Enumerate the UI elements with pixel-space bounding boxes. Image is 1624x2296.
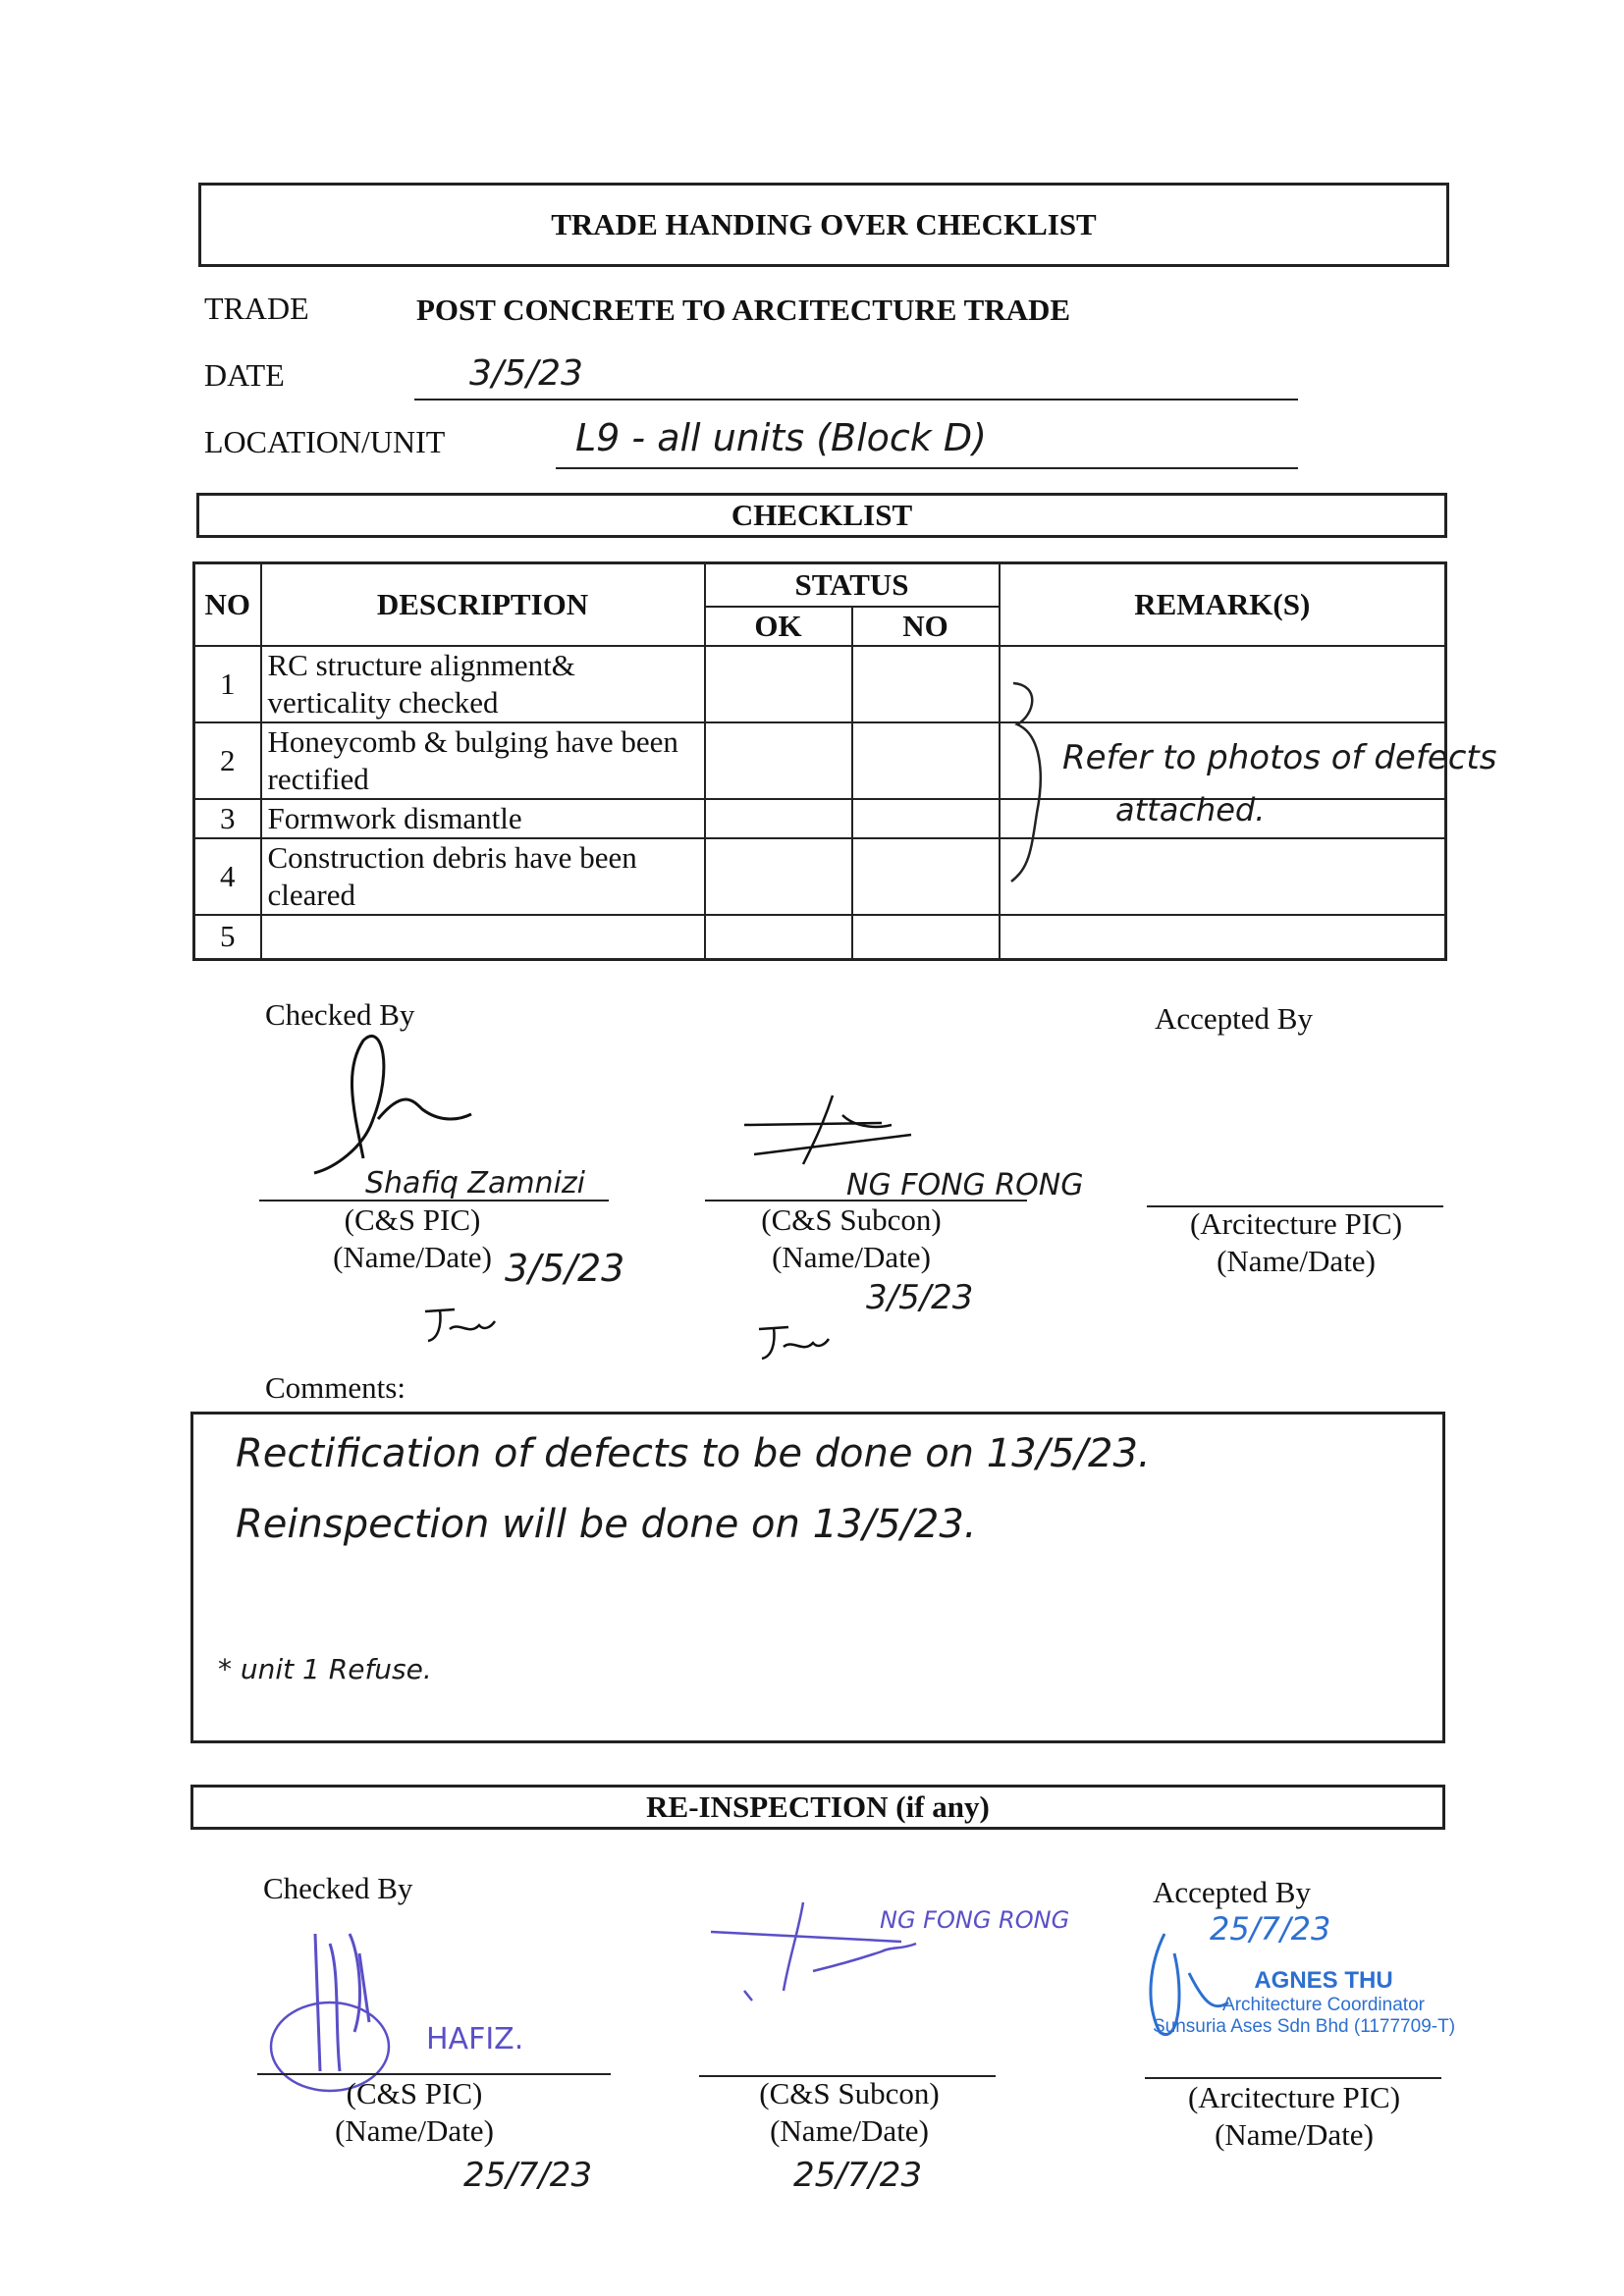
accepted-by-label: Accepted By — [1155, 1001, 1313, 1036]
checklist-heading: CHECKLIST — [731, 498, 913, 532]
initials-mark — [754, 1319, 833, 1368]
cs-pic-label: (C&S PIC) — [344, 1202, 481, 1237]
table-row — [194, 838, 1446, 915]
row-number: 1 — [194, 646, 261, 722]
no-cell — [852, 915, 1000, 960]
location-handwritten: L9 - all units (Block D) — [575, 416, 987, 459]
stamp-title: Architecture Coordinator — [1222, 1995, 1425, 2015]
reinspection-arc-pic-label: (Arcitecture PIC) — [1187, 2080, 1401, 2114]
col-header-status: STATUS — [705, 563, 1000, 607]
location-underline — [556, 467, 1298, 469]
reinspection-cs-subcon-name-date-label: (Name/Date) — [770, 2113, 929, 2148]
comment-line-1: Rectification of defects to be done on 13/5/23. — [236, 1431, 1151, 1476]
comment-line-3: * unit 1 Refuse. — [218, 1653, 432, 1685]
reinspection-arc-date-handwritten: 25/7/23 — [1210, 1910, 1331, 1948]
no-cell — [852, 646, 1000, 722]
location-label: LOCATION/UNIT — [204, 424, 446, 459]
arc-pic-role — [1149, 1205, 1443, 1280]
row-number: 2 — [194, 722, 261, 799]
remark-cell — [1000, 915, 1446, 960]
ok-cell — [705, 799, 852, 838]
col-header-description: DESCRIPTION — [261, 563, 705, 646]
form-title-box — [198, 183, 1449, 267]
initials-mark — [420, 1302, 499, 1351]
ok-cell — [705, 646, 852, 722]
no-cell — [852, 722, 1000, 799]
cs-subcon-name-handwritten: NG FONG RONG — [846, 1168, 1084, 1202]
row-number: 3 — [194, 799, 261, 838]
stamp-name: AGNES THU — [1254, 1967, 1393, 1994]
reinspection-checked-by-label: Checked By — [263, 1871, 413, 1905]
cs-subcon-role — [729, 1201, 974, 1276]
reinspection-subcon-name-handwritten: NG FONG RONG — [880, 1906, 1070, 1934]
remark-handwritten-line1: Refer to photos of defects — [1062, 738, 1497, 777]
reinspection-arc-pic-role — [1147, 2079, 1441, 2154]
remark-cell — [1000, 838, 1446, 915]
reinspection-cs-pic-label: (C&S PIC) — [346, 2076, 483, 2110]
reinspection-accepted-by-label: Accepted By — [1153, 1875, 1311, 1909]
form-title: TRADE HANDING OVER CHECKLIST — [551, 207, 1097, 241]
trade-value: POST CONCRETE TO ARCITECTURE TRADE — [416, 293, 1071, 327]
arc-pic-name-date-label: (Name/Date) — [1217, 1244, 1376, 1278]
row-number: 4 — [194, 838, 261, 915]
checklist-heading-box — [196, 493, 1447, 538]
remark-brace-mark — [1001, 675, 1060, 891]
row-number: 5 — [194, 915, 261, 960]
ok-cell — [705, 722, 852, 799]
comment-line-2: Reinspection will be done on 13/5/23. — [236, 1502, 977, 1547]
table-row — [194, 915, 1446, 960]
col-header-no-status: NO — [852, 607, 1000, 646]
col-header-no: NO — [194, 563, 261, 646]
remark-cell — [1000, 646, 1446, 722]
no-cell — [852, 838, 1000, 915]
row-description — [261, 915, 705, 960]
cs-subcon-date-handwritten: 3/5/23 — [866, 1278, 974, 1317]
cs-subcon-label: (C&S Subcon) — [761, 1202, 942, 1237]
trade-label: TRADE — [204, 291, 309, 326]
row-description: RC structure alignment& verticality checked — [261, 646, 705, 722]
reinspection-pic-name-handwritten: HAFIZ. — [426, 2022, 524, 2056]
reinspection-cs-subcon-label: (C&S Subcon) — [759, 2076, 940, 2110]
comments-label: Comments: — [265, 1370, 406, 1405]
reinspection-pic-date-handwritten: 25/7/23 — [463, 2156, 593, 2195]
row-description: Honeycomb & bulging have been rectified — [261, 722, 705, 799]
cs-pic-date-handwritten: 3/5/23 — [505, 1247, 625, 1290]
cs-pic-role — [295, 1201, 530, 1276]
row-description: Formwork dismantle — [261, 799, 705, 838]
reinspection-cs-pic-role — [297, 2075, 532, 2150]
cs-pic-name-date-label: (Name/Date) — [333, 1240, 492, 1274]
date-handwritten: 3/5/23 — [469, 353, 583, 394]
reinspection-cs-pic-name-date-label: (Name/Date) — [335, 2113, 494, 2148]
remark-handwritten-line2: attached. — [1115, 791, 1266, 828]
checked-by-label: Checked By — [265, 997, 415, 1032]
cs-subcon-name-date-label: (Name/Date) — [772, 1240, 931, 1274]
table-row — [194, 646, 1446, 722]
reinspection-subcon-date-handwritten: 25/7/23 — [793, 2156, 923, 2195]
reinspection-arc-pic-name-date-label: (Name/Date) — [1215, 2117, 1374, 2152]
date-label: DATE — [204, 357, 285, 393]
date-underline — [414, 399, 1298, 400]
arc-pic-label: (Arcitecture PIC) — [1189, 1206, 1403, 1241]
no-cell — [852, 799, 1000, 838]
ok-cell — [705, 838, 852, 915]
reinspection-heading-box — [190, 1785, 1445, 1830]
company-stamp — [1127, 1967, 1481, 2038]
cs-pic-name-handwritten: Shafiq Zamnizi — [365, 1166, 585, 1201]
stamp-company: Sunsuria Ases Sdn Bhd (1177709-T) — [1152, 2016, 1456, 2037]
col-header-ok: OK — [705, 607, 852, 646]
reinspection-heading: RE-INSPECTION (if any) — [646, 1789, 990, 1824]
ok-cell — [705, 915, 852, 960]
reinspection-cs-subcon-role — [727, 2075, 972, 2150]
row-description: Construction debris have been cleared — [261, 838, 705, 915]
col-header-remarks: REMARK(S) — [1000, 563, 1446, 646]
